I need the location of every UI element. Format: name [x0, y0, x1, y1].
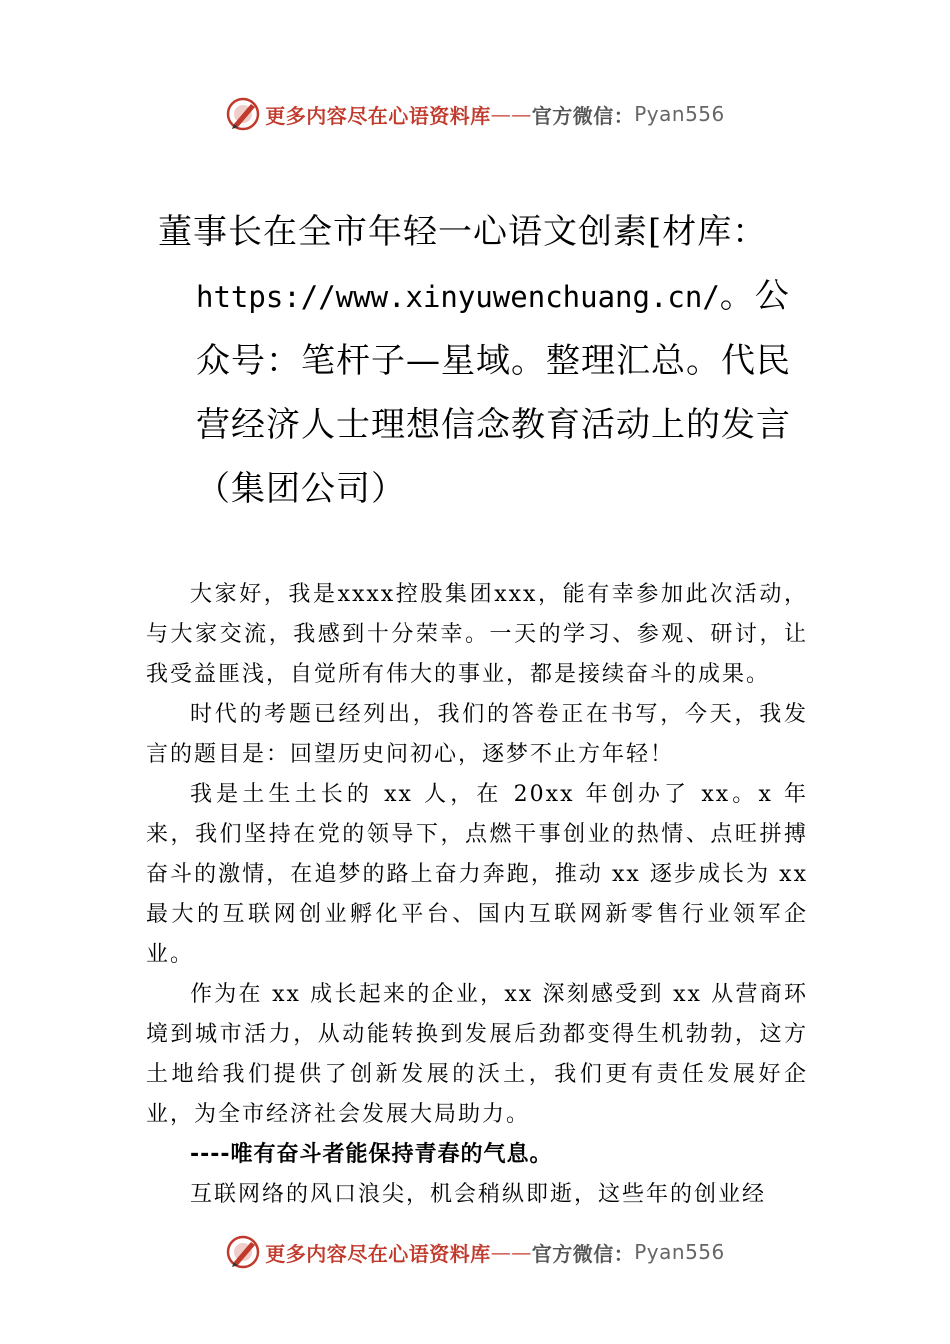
title-rest	[158, 264, 808, 521]
banner-wechat-id: Pyan556	[634, 1240, 725, 1264]
paragraph: 互联网络的风口浪尖，机会稍纵即逝，这些年的创业经	[190, 1182, 767, 1207]
banner-text: 更多内容尽在心语资料库	[265, 1241, 491, 1266]
title-after-url: 。公众号：笔杆子—星域。整理汇总。代民营经济人士理想信念教育活动上的发言（集团公司）	[196, 276, 791, 509]
paragraph: 时代的考题已经列出，我们的答卷正在书写，今天，我发言的题目是：回望历史问初心，逐梦不止方年轻！	[146, 702, 808, 767]
paragraph: 我是土生土长的 xx 人，在 20xx 年创办了 xx。x 年来，我们坚持在党的领导下，点燃干事创业的热情、点旺拼搏奋斗的激情，在追梦的路上奋力奔跑，推动 xx 逐步成长为 xx 最大的互联网创业孵化平台、国内互联网新零售行业领军企业。	[146, 782, 808, 967]
footer-banner	[0, 1232, 950, 1272]
banner-wechat-label: 官方微信：	[531, 103, 635, 128]
document-body	[146, 575, 808, 1215]
pen-logo-icon	[225, 96, 261, 132]
title-url: https://www.xinyuwenchuang.cn/	[196, 280, 720, 314]
banner-text: 更多内容尽在心语资料库	[265, 103, 491, 128]
banner-wechat-label: 官方微信：	[531, 1241, 635, 1266]
banner-dash: ——	[490, 102, 532, 126]
banner-dash: ——	[490, 1240, 532, 1264]
title-line-1: 董事长在全市年轻一心语文创素[材库：	[158, 212, 768, 252]
pen-logo-icon	[225, 1234, 261, 1270]
banner-wechat-id: Pyan556	[634, 102, 725, 126]
document-title	[158, 200, 808, 521]
paragraph: 大家好，我是xxxx控股集团xxx，能有幸参加此次活动，与大家交流，我感到十分荣幸。一天的学习、参观、研讨，让我受益匪浅，自觉所有伟大的事业，都是接续奋斗的成果。	[146, 582, 808, 687]
section-heading: ----唯有奋斗者能保持青春的气息。	[190, 1142, 553, 1167]
header-banner	[0, 94, 950, 134]
paragraph: 作为在 xx 成长起来的企业，xx 深刻感受到 xx 从营商环境到城市活力，从动能转换到发展后劲都变得生机勃勃，这方土地给我们提供了创新发展的沃土，我们更有责任发展好企业，为全市经济社会发展大局助力。	[146, 982, 808, 1127]
